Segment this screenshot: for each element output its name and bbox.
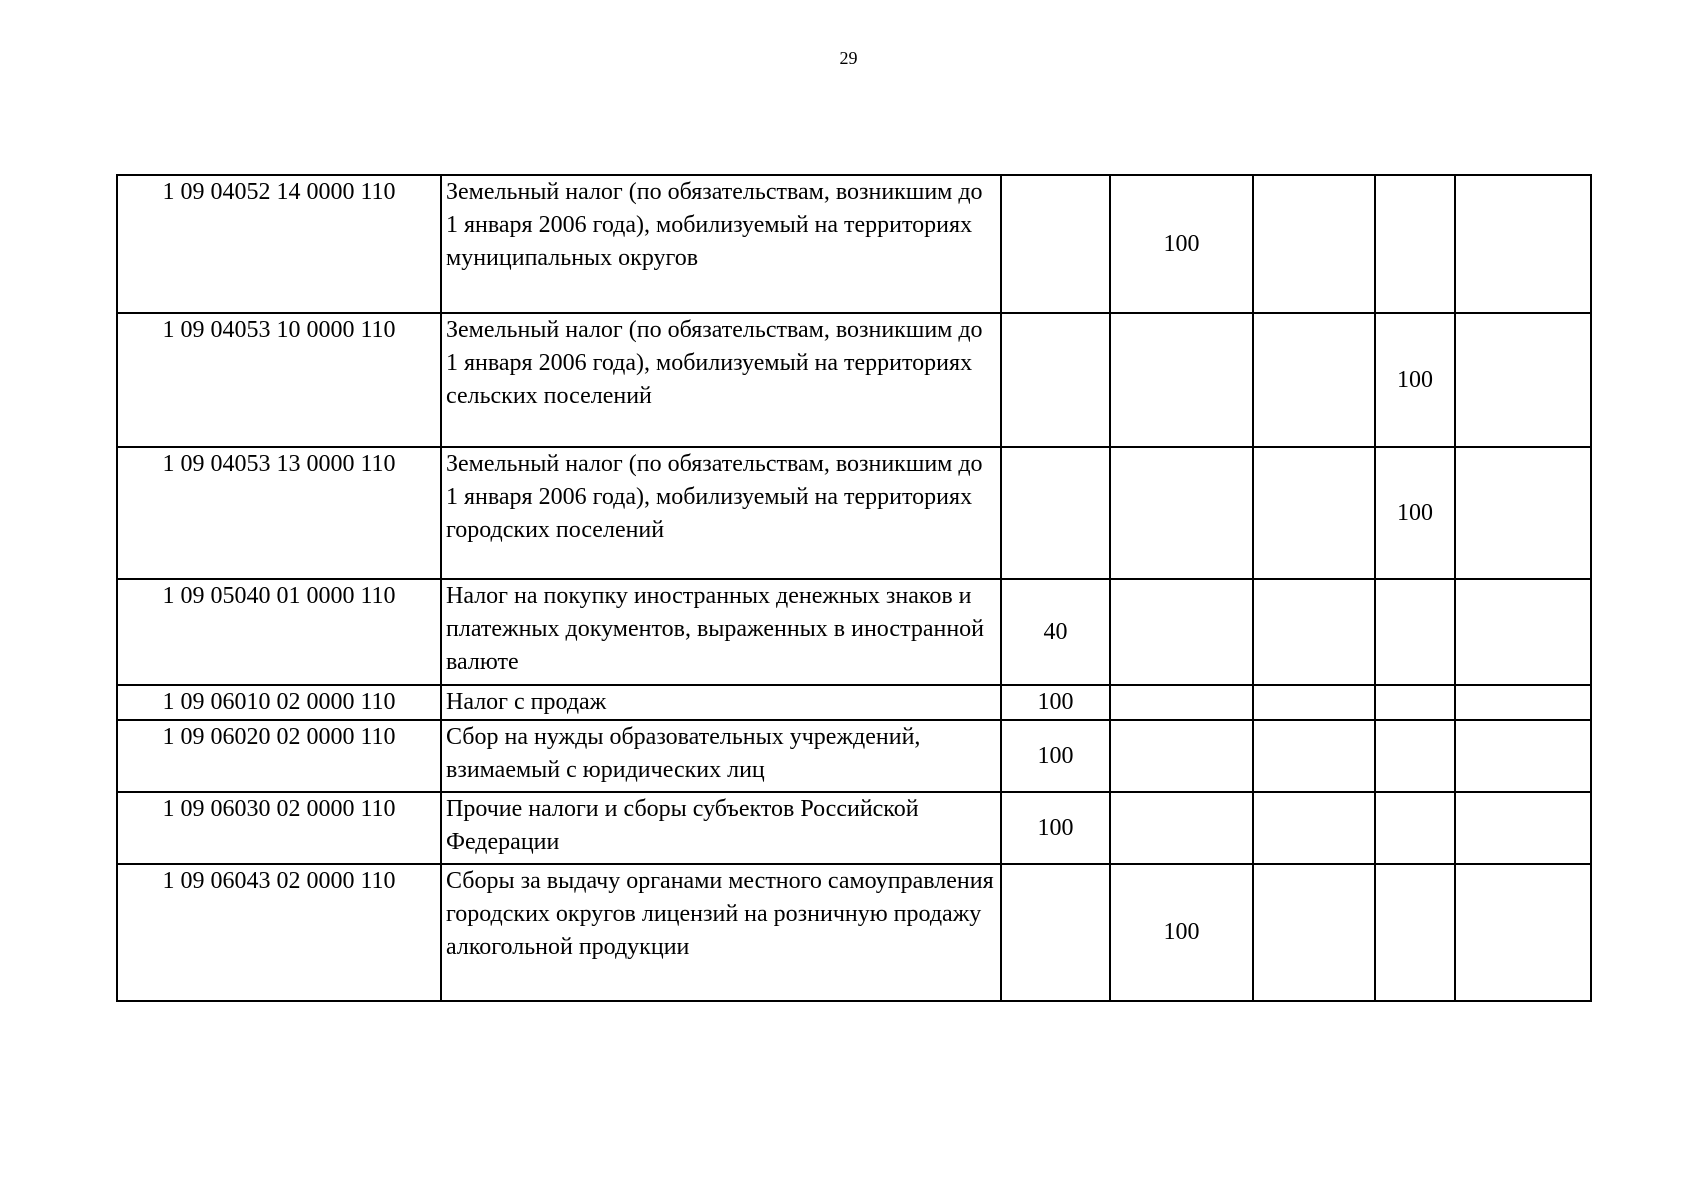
code-cell: 1 09 06043 02 0000 110	[117, 864, 441, 1001]
value-cell: 40	[1001, 579, 1110, 685]
value-cell	[1455, 864, 1591, 1001]
name-cell: Прочие налоги и сборы субъектов Российской Федерации	[441, 792, 1001, 864]
value-cell	[1110, 685, 1253, 720]
table-row	[117, 447, 1591, 579]
name-cell: Налог на покупку иностранных денежных знаков и платежных документов, выраженных в иностранной валюте	[441, 579, 1001, 685]
value-cell	[1001, 175, 1110, 313]
value-cell	[1455, 175, 1591, 313]
code-cell: 1 09 06020 02 0000 110	[117, 720, 441, 792]
table-row	[117, 685, 1591, 720]
value-cell	[1455, 447, 1591, 579]
table-row	[117, 175, 1591, 313]
value-cell	[1455, 579, 1591, 685]
value-cell	[1375, 864, 1455, 1001]
table-row	[117, 313, 1591, 447]
value-cell	[1253, 313, 1375, 447]
budget-classification-table	[116, 174, 1592, 1002]
code-cell: 1 09 06030 02 0000 110	[117, 792, 441, 864]
value-cell	[1375, 685, 1455, 720]
value-cell: 100	[1001, 720, 1110, 792]
code-cell: 1 09 06010 02 0000 110	[117, 685, 441, 720]
table-row	[117, 792, 1591, 864]
value-cell	[1110, 792, 1253, 864]
table-row	[117, 720, 1591, 792]
value-cell: 100	[1375, 313, 1455, 447]
value-cell	[1110, 579, 1253, 685]
value-cell	[1001, 447, 1110, 579]
value-cell: 100	[1001, 792, 1110, 864]
name-cell: Земельный налог (по обязательствам, возникшим до 1 января 2006 года), мобилизуемый на территориях городских поселений	[441, 447, 1001, 579]
page-number: 29	[839, 48, 858, 68]
name-cell: Налог с продаж	[441, 685, 1001, 720]
value-cell	[1455, 685, 1591, 720]
value-cell: 100	[1110, 175, 1253, 313]
value-cell	[1253, 864, 1375, 1001]
value-cell	[1253, 579, 1375, 685]
value-cell	[1253, 792, 1375, 864]
value-cell: 100	[1375, 447, 1455, 579]
code-cell: 1 09 04053 13 0000 110	[117, 447, 441, 579]
code-cell: 1 09 04052 14 0000 110	[117, 175, 441, 313]
value-cell	[1253, 720, 1375, 792]
name-cell: Сбор на нужды образовательных учреждений, взимаемый с юридических лиц	[441, 720, 1001, 792]
value-cell	[1375, 175, 1455, 313]
value-cell	[1110, 720, 1253, 792]
name-cell: Земельный налог (по обязательствам, возникшим до 1 января 2006 года), мобилизуемый на территориях муниципальных округов	[441, 175, 1001, 313]
value-cell: 100	[1001, 685, 1110, 720]
table-row	[117, 579, 1591, 685]
value-cell	[1455, 313, 1591, 447]
value-cell	[1110, 313, 1253, 447]
value-cell	[1455, 792, 1591, 864]
code-cell: 1 09 04053 10 0000 110	[117, 313, 441, 447]
value-cell	[1001, 313, 1110, 447]
table-row	[117, 864, 1591, 1001]
value-cell	[1375, 720, 1455, 792]
value-cell	[1001, 864, 1110, 1001]
value-cell	[1110, 447, 1253, 579]
name-cell: Земельный налог (по обязательствам, возникшим до 1 января 2006 года), мобилизуемый на территориях сельских поселений	[441, 313, 1001, 447]
value-cell	[1253, 447, 1375, 579]
code-cell: 1 09 05040 01 0000 110	[117, 579, 441, 685]
name-cell: Сборы за выдачу органами местного самоуправления городских округов лицензий на розничную продажу алкогольной продукции	[441, 864, 1001, 1001]
value-cell	[1375, 792, 1455, 864]
value-cell	[1253, 175, 1375, 313]
value-cell	[1455, 720, 1591, 792]
value-cell	[1253, 685, 1375, 720]
value-cell	[1375, 579, 1455, 685]
value-cell: 100	[1110, 864, 1253, 1001]
